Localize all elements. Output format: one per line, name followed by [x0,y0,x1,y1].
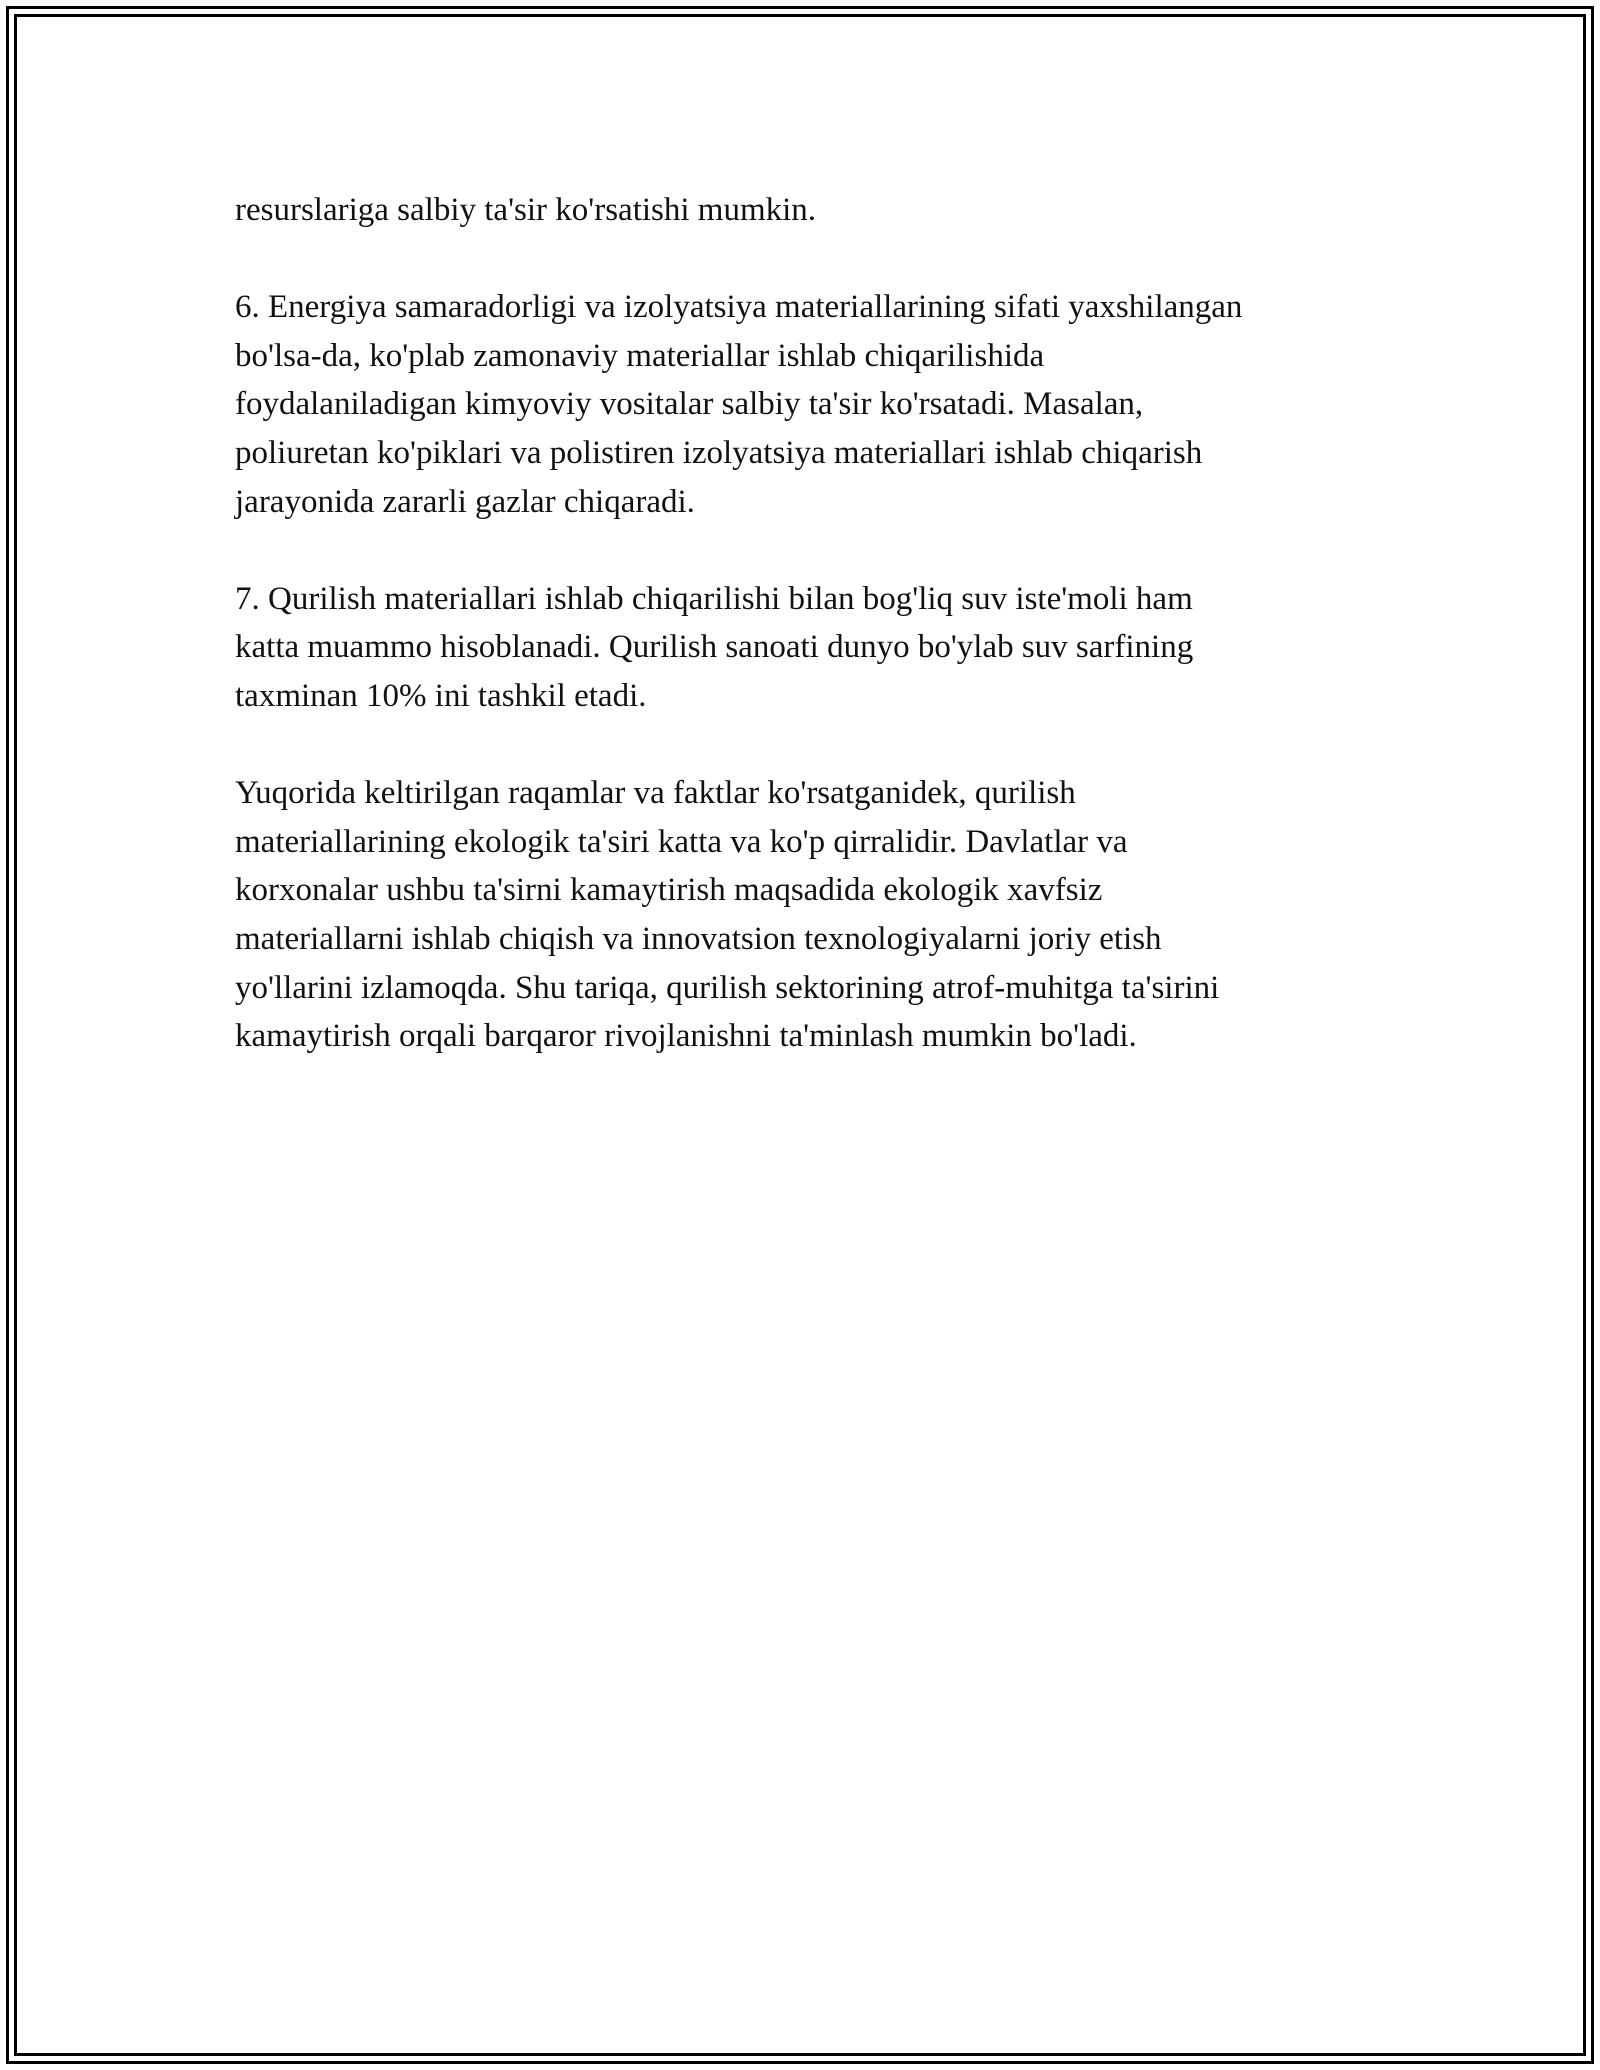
paragraph-item-7: 7. Qurilish materiallari ishlab chiqarilishi bilan bog'liq suv iste'moli ham katta muammo hisoblanadi. Qurilish sanoati dunyo bo'ylab suv sarfining taxminan 10% ini tashkil etadi. [235,580,1194,714]
document-body [235,186,1365,1109]
paragraph-conclusion: Yuqorida keltirilgan raqamlar va faktlar ko'rsatganidek, qurilish materiallarining ekologik ta'siri katta va ko'p qirralidir. Davlatlar va korxonalar ushbu ta'sirni kamaytirish maqsadida ekologik xavfsiz materiallarni ishlab chiqish va innovatsion texnologiyalarni joriy etish yo'llarini izlamoqda. Shu tariqa, qurilish sektorining atrof-muhitga ta'sirini kamaytirish orqali barqaror rivojlanishni ta'minlash mumkin bo'ladi. [235,775,1220,1055]
paragraph-item-6: 6. Energiya samaradorligi va izolyatsiya materiallarining sifati yaxshilangan bo'lsa-da, ko'plab zamonaviy materiallar ishlab chiqarilishida foydalaniladigan kimyoviy vositalar salbiy ta'sir ko'rsatadi. Masalan, poliuretan ko'piklari va polistiren izolyatsiya materiallari ishlab chiqarish jarayonida zararli gazlar chiqaradi. [235,289,1243,520]
paragraph-continuation: resurslariga salbiy ta'sir ko'rsatishi mumkin. [235,192,817,228]
